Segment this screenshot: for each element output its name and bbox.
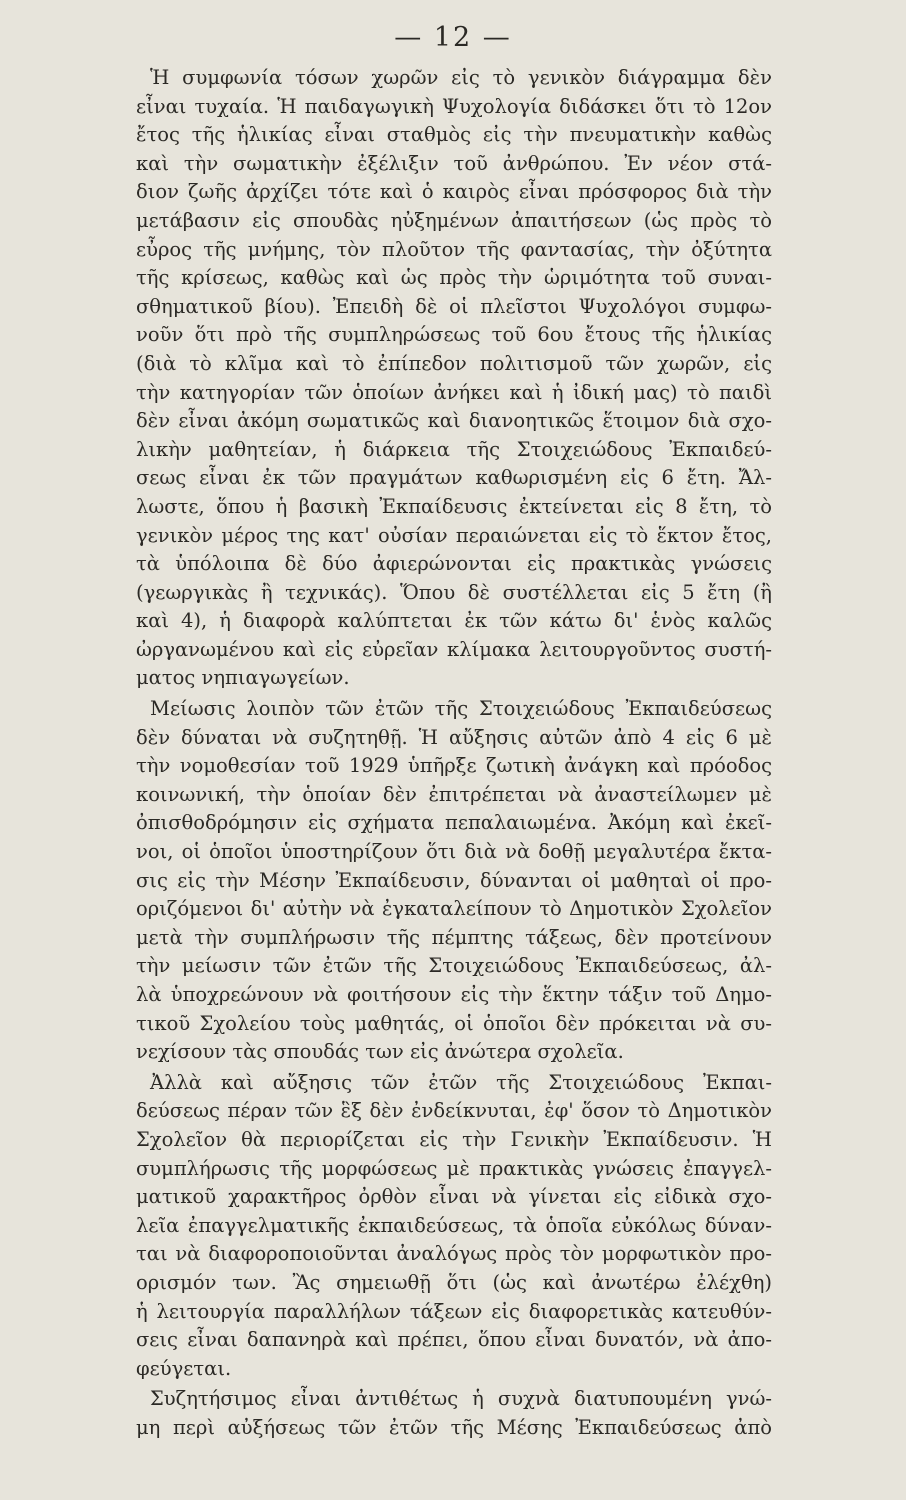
text-line: δὲν εἶναι ἀκόμη σωματικῶς καὶ διανοητικῶς ἕτοιμον διὰ σχο- <box>136 409 772 433</box>
text-line: Συζητήσιμος εἶναι ἀντιθέτως ἡ συχνὰ διατυπουμένη γνώ- <box>150 1387 772 1411</box>
text-line: τὰ ὑπόλοιπα δὲ δύο ἀφιερώνονται εἰς πρακτικὰς γνώσεις <box>136 552 772 576</box>
paragraph <box>136 1069 772 1384</box>
text-line: εἶναι τυχαία. Ἡ παιδαγωγικὴ Ψυχολογία διδάσκει ὅτι τὸ 12ον <box>136 94 772 118</box>
text-line: ματικοῦ χαρακτῆρος ὀρθὸν εἶναι νὰ γίνεται εἰς εἰδικὰ σχο- <box>136 1185 772 1209</box>
text-line: καὶ τὴν σωματικὴν ἐξέλιξιν τοῦ ἀνθρώπου. Ἐν νέον στά- <box>136 151 772 175</box>
text-line: Ἡ συμφωνία τόσων χωρῶν εἰς τὸ γενικὸν διάγραμμα δὲν <box>150 66 772 89</box>
text-line: ὠργανωμένου καὶ εἰς εὐρεῖαν κλίμακα λειτουργοῦντος συστή- <box>136 637 772 661</box>
text-line: νοι, οἱ ὁποῖοι ὑποστηρίζουν ὅτι διὰ νὰ δοθῇ μεγαλυτέρα ἔκτα- <box>136 840 772 864</box>
paragraph <box>136 1385 772 1442</box>
text-line: συμπλήρωσις τῆς μορφώσεως μὲ πρακτικὰς γνώσεις ἐπαγγελ- <box>136 1156 772 1180</box>
text-line: λεῖα ἐπαγγελματικῆς ἐκπαιδεύσεως, τὰ ὁποῖα εὐκόλως δύναν- <box>136 1213 772 1237</box>
text-line: ορισμόν των. Ἂς σημειωθῇ ὅτι (ὡς καὶ ἀνωτέρω ἐλέχθη) <box>136 1270 772 1294</box>
text-line: τικοῦ Σχολείου τοὺς μαθητάς, οἱ ὁποῖοι δὲν πρόκειται νὰ συ- <box>136 1011 772 1035</box>
text-line: τῆς κρίσεως, καθὼς καὶ ὡς πρὸς τὴν ὡριμότητα τοῦ συναι- <box>136 266 772 290</box>
text-line: διον ζωῆς ἀρχίζει τότε καὶ ὁ καιρὸς εἶναι πρόσφορος διὰ τὴν <box>136 180 772 204</box>
text-line: ἔτος τῆς ἡλικίας εἶναι σταθμὸς εἰς τὴν πνευματικὴν καθὼς <box>136 123 772 147</box>
text-line: μετάβασιν εἰς σπουδὰς ηὐξημένων ἀπαιτήσεων (ὡς πρὸς τὸ <box>136 208 772 232</box>
text-line: νοῦν ὅτι πρὸ τῆς συμπληρώσεως τοῦ 6ου ἔτους τῆς ἡλικίας <box>136 323 772 347</box>
text-line: ὀπισθοδρόμησιν εἰς σχήματα πεπαλαιωμένα. Ἀκόμη καὶ ἐκεῖ- <box>136 811 772 835</box>
text-line: μετὰ τὴν συμπλήρωσιν τῆς πέμπτης τάξεως, δὲν προτείνουν <box>136 925 772 949</box>
text-line: σθηματικοῦ βίου). Ἐπειδὴ δὲ οἱ πλεῖστοι Ψυχολόγοι συμφω- <box>136 294 772 318</box>
text-line: τὴν μείωσιν τῶν ἐτῶν τῆς Στοιχειώδους Ἐκπαιδεύσεως, ἀλ- <box>136 954 772 978</box>
page-number: — 12 — <box>394 22 512 53</box>
text-line: λὰ ὑποχρεώνουν νὰ φοιτήσουν εἰς τὴν ἕκτην τάξιν τοῦ Δημο- <box>136 983 772 1006</box>
text-line: φεύγεται. <box>136 1356 232 1380</box>
text-line: ται νὰ διαφοροποιοῦνται ἀναλόγως πρὸς τὸν μορφωτικὸν προ- <box>136 1242 772 1266</box>
text-line: δὲν δύναται νὰ συζητηθῇ. Ἡ αὔξησις αὐτῶν ἀπὸ 4 εἰς 6 μὲ <box>136 725 772 749</box>
text-line: Μείωσις λοιπὸν τῶν ἐτῶν τῆς Στοιχειώδους Ἐκπαιδεύσεως <box>150 697 772 721</box>
text-line: νεχίσουν τὰς σπουδάς των εἰς ἀνώτερα σχολεῖα. <box>136 1040 624 1064</box>
text-line: ματος νηπιαγωγείων. <box>136 666 350 690</box>
text-line: σις εἰς τὴν Μέσην Ἐκπαίδευσιν, δύνανται οἱ μαθηταὶ οἱ προ- <box>136 868 772 892</box>
text-line: οριζόμενοι δι' αὐτὴν νὰ ἐγκαταλείπουν τὸ Δημοτικὸν Σχολεῖον <box>136 897 772 921</box>
paragraph <box>136 695 772 1067</box>
text-line: μη περὶ αὐξήσεως τῶν ἐτῶν τῆς Μέσης Ἐκπαιδεύσεως ἀπὸ <box>136 1415 772 1439</box>
text-line: τὴν κατηγορίαν τῶν ὁποίων ἀνήκει καὶ ἡ ἰδική μας) τὸ παιδὶ <box>136 380 772 404</box>
text-line: σεως εἶναι ἐκ τῶν πραγμάτων καθωρισμένη εἰς 6 ἔτη. Ἄλ- <box>136 466 772 490</box>
text-line: δεύσεως πέραν τῶν ἓξ δὲν ἐνδείκνυται, ἐφ' ὅσον τὸ Δημοτικὸν <box>136 1099 772 1123</box>
text-line: καὶ 4), ἡ διαφορὰ καλύπτεται ἐκ τῶν κάτω δι' ἑνὸς καλῶς <box>136 609 772 633</box>
text-line: (γεωργικὰς ἢ τεχνικάς). Ὅπου δὲ συστέλλεται εἰς 5 ἔτη (ἢ <box>136 580 772 604</box>
text-line: σεις εἶναι δαπανηρὰ καὶ πρέπει, ὅπου εἶναι δυνατόν, νὰ ἀπο- <box>136 1328 772 1352</box>
text-line: τὴν νομοθεσίαν τοῦ 1929 ὑπῆρξε ζωτικὴ ἀνάγκη καὶ πρόοδος <box>136 754 772 778</box>
text-line: (διὰ τὸ κλῖμα καὶ τὸ ἐπίπεδον πολιτισμοῦ τῶν χωρῶν, εἰς <box>136 351 772 375</box>
text-line: γενικὸν μέρος της κατ' οὐσίαν περαιώνεται εἰς τὸ ἕκτον ἔτος, <box>136 523 772 547</box>
body-text <box>136 64 772 1445</box>
paragraph <box>136 64 772 693</box>
text-line: λικὴν μαθητείαν, ἡ διάρκεια τῆς Στοιχειώδους Ἐκπαιδεύ- <box>136 437 772 461</box>
text-line: λωστε, ὅπου ἡ βασικὴ Ἐκπαίδευσις ἐκτείνεται εἰς 8 ἔτη, τὸ <box>136 494 772 518</box>
text-line: Ἀλλὰ καὶ αὔξησις τῶν ἐτῶν τῆς Στοιχειώδους Ἐκπαι- <box>150 1070 772 1094</box>
text-line: εὖρος τῆς μνήμης, τὸν πλοῦτον τῆς φαντασίας, τὴν ὀξύτητα <box>136 237 772 261</box>
text-line: κοινωνική, τὴν ὁποίαν δὲν ἐπιτρέπεται νὰ ἀναστείλωμεν μὲ <box>136 782 772 806</box>
text-line: ἡ λειτουργία παραλλήλων τάξεων εἰς διαφορετικὰς κατευθύν- <box>136 1299 772 1323</box>
text-line: Σχολεῖον θὰ περιορίζεται εἰς τὴν Γενικὴν Ἐκπαίδευσιν. Ἡ <box>136 1127 772 1151</box>
